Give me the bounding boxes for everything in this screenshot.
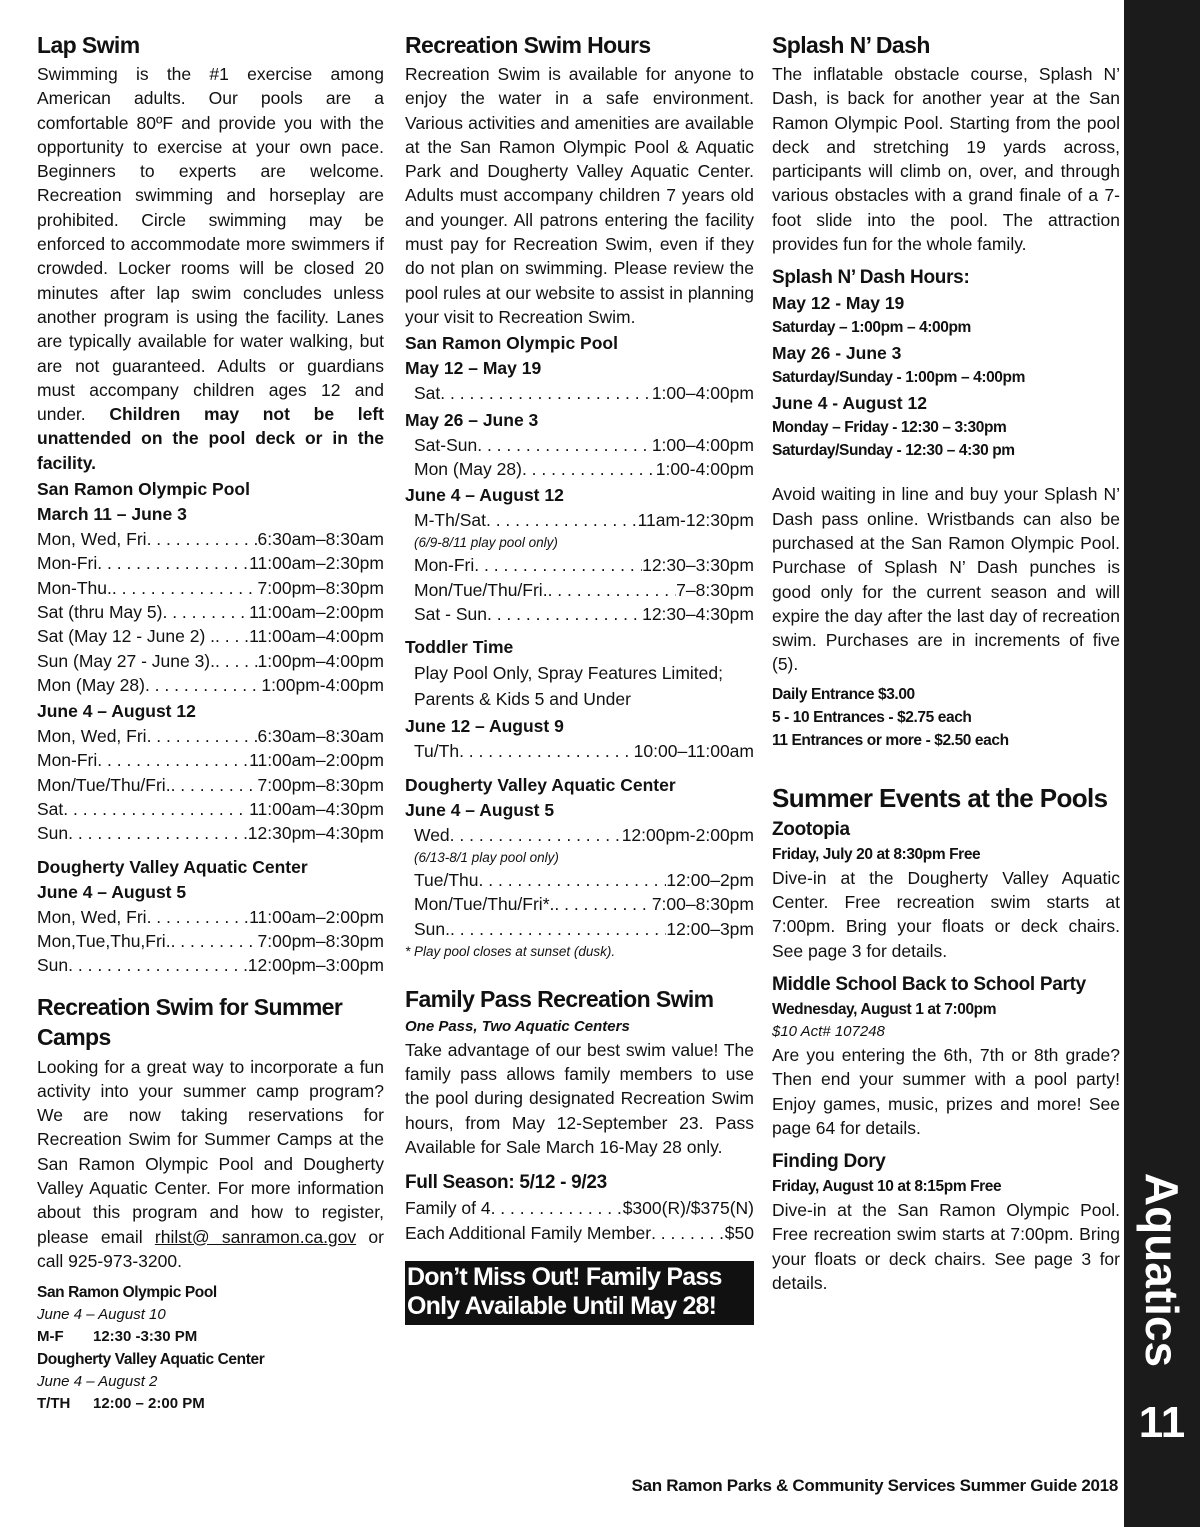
schedule-row	[405, 578, 754, 602]
rec-swim-schedule-3b	[405, 553, 754, 626]
leader-dots	[97, 748, 249, 772]
splash-period-2: May 26 - June 3	[772, 343, 902, 364]
schedule-row	[405, 381, 754, 405]
schedule-value: 1:00-4:00pm	[655, 458, 754, 479]
schedule-label: Sat-Sun	[414, 434, 478, 455]
page-footer: San Ramon Parks & Community Services Summer Guide 2018	[631, 1476, 1118, 1495]
toddler-time-line-1: Play Pool Only, Spray Features Limited;	[414, 663, 723, 684]
leader-dots	[147, 905, 250, 929]
schedule-row	[405, 602, 754, 626]
toddler-time-line-2: Parents & Kids 5 and Under	[414, 689, 631, 710]
schedule-label: Sun	[37, 823, 69, 844]
leader-dots	[63, 797, 249, 821]
family-pass-banner: Don’t Miss Out! Family Pass Only Available Until May 28!	[405, 1261, 754, 1325]
lap-swim-period-1: March 11 – June 3	[37, 504, 187, 525]
schedule-label: Mon, Wed, Fri	[37, 906, 147, 927]
leader-dots	[147, 527, 258, 551]
splash-hours-3a: Monday – Friday - 12:30 – 3:30pm	[772, 419, 1007, 437]
schedule-value: 11am-12:30pm	[637, 510, 754, 531]
leader-dots	[450, 823, 622, 847]
splash-hours-3b: Saturday/Sunday - 12:30 – 4:30 pm	[772, 442, 1015, 460]
splash-period-3: June 4 - August 12	[772, 393, 927, 414]
camps-location-1-hours: M-F 12:30 -3:30 PM	[37, 1328, 198, 1346]
schedule-value: 7:00pm–8:30pm	[257, 774, 384, 795]
camps-location-2-hours: T/TH 12:00 – 2:00 PM	[37, 1395, 205, 1413]
schedule-label: Sat (May 12 - June 2) .	[37, 626, 215, 647]
schedule-label: Sat (thru May 5)	[37, 601, 163, 622]
schedule-row	[37, 551, 384, 575]
leader-dots	[171, 929, 258, 953]
lap-swim-period-3: June 4 – August 5	[37, 881, 187, 902]
leader-dots	[651, 1221, 725, 1245]
splash-period-1: May 12 - May 19	[772, 293, 905, 314]
schedule-label: Mon,Tue,Thu,Fri.	[37, 930, 171, 951]
schedule-value: 12:00pm–3:00pm	[247, 955, 384, 976]
leader-dots	[459, 739, 634, 763]
rec-swim-period-3: June 4 – August 12	[405, 485, 564, 506]
leader-dots	[474, 553, 642, 577]
schedule-row	[37, 600, 384, 624]
event-2-title: Middle School Back to School Party	[772, 973, 1086, 995]
toddler-time-title: Toddler Time	[405, 637, 514, 658]
column-left	[37, 32, 384, 1415]
schedule-label: Family of 4	[405, 1198, 491, 1219]
lap-swim-schedule-1	[37, 527, 384, 697]
splash-title: Splash N’ Dash	[772, 32, 930, 58]
leader-dots	[479, 868, 667, 892]
lap-swim-location-2: Dougherty Valley Aquatic Center	[37, 856, 308, 877]
schedule-row	[37, 527, 384, 551]
schedule-label: Mon, Wed, Fri	[37, 726, 147, 747]
rec-swim-period-5: June 4 – August 5	[405, 799, 555, 820]
lap-swim-body: Swimming is the #1 exercise among American adults. Our pools are a comfortable 80ºF and provide you with the opportunity to exercise at your own pace. Beginners to experts are welcome. Recreation swimming and horseplay are prohibited. Circle swimming may be enforced to accommodate more swimmers if crowded. Locker rooms will be closed 20 minutes after lap swim concludes unless another program is using the facility. Lanes are typically available for water walking, but are not guaranteed. Adults or guardians must accompany children ages 12 and under. Children may not be left unattended on the pool deck or in the facility.	[37, 64, 384, 473]
schedule-row	[405, 739, 754, 763]
rec-swim-schedule-4	[405, 739, 754, 763]
schedule-row	[37, 649, 384, 673]
splash-hours-title: Splash N’ Dash Hours:	[772, 267, 970, 289]
leader-dots	[68, 953, 248, 977]
family-pass-prices	[405, 1196, 754, 1245]
leader-dots	[215, 649, 258, 673]
schedule-row	[37, 821, 384, 845]
schedule-row	[405, 508, 754, 532]
leader-dots	[162, 600, 249, 624]
schedule-row	[37, 953, 384, 977]
schedule-label: Sat	[414, 383, 441, 404]
event-3-body: Dive-in at the San Ramon Olympic Pool. Free recreation swim starts at 7:00pm. Bring your floats or deck chairs. See page 3 for details.	[772, 1200, 1120, 1294]
event-2-fee: $10 Act# 107248	[772, 1022, 885, 1040]
schedule-row	[405, 457, 754, 481]
lap-swim-period-2: June 4 – August 12	[37, 701, 196, 722]
camps-location-1: San Ramon Olympic Pool	[37, 1284, 217, 1302]
family-pass-season: Full Season: 5/12 - 9/23	[405, 1172, 607, 1194]
schedule-label: Mon/Tue/Thu/Fri.	[37, 774, 171, 795]
rec-swim-schedule-3a	[405, 508, 754, 532]
schedule-label: Sun.	[414, 918, 450, 939]
splash-body-2: Avoid waiting in line and buy your Splash N’ Dash pass online. Wristbands can also be purchased at the San Ramon Olympic Pool. Purchase of Splash N’ Dash punches is good only for the current season and will expire the day after the last day of recreation swim. Purchases are in increments of five (5).	[772, 484, 1120, 675]
schedule-value: 1:00pm–4:00pm	[257, 650, 384, 671]
schedule-value: 12:00–2pm	[666, 869, 754, 890]
family-pass-body: Take advantage of our best swim value! The family pass allows family members to use the pool during designated Recreation Swim hours, from May 12-September 23. Pass Available for Sale March 16-May 28 only.	[405, 1039, 754, 1158]
family-pass-subtitle: One Pass, Two Aquatic Centers	[405, 1017, 630, 1035]
schedule-value: 7:00pm–8:30pm	[257, 577, 384, 598]
column-right	[772, 32, 1120, 1295]
schedule-value: 11:00am–2:30pm	[249, 553, 384, 574]
splash-hours-2: Saturday/Sunday - 1:00pm – 4:00pm	[772, 369, 1025, 387]
schedule-value: 12:30–3:30pm	[642, 555, 754, 576]
camps-email-link[interactable]: rhilst@ sanramon.ca.gov	[154, 1226, 357, 1247]
camps-body: Looking for a great way to incorporate a fun activity into your summer camp program? We are now taking reservations for Recreation Swim for Summer Camps at the San Ramon Olympic Pool and Dougherty Valley Aquatic Center. For more information about this program and how to register, please email rhilst@ sanramon.ca.gov or call 925-973-3200.	[37, 1056, 384, 1271]
schedule-row	[405, 1221, 754, 1245]
schedule-label: Mon-Fri	[37, 750, 98, 771]
leader-dots	[112, 576, 258, 600]
leader-dots	[554, 892, 651, 916]
leader-dots	[147, 724, 258, 748]
lap-swim-schedule-3	[37, 905, 384, 978]
splash-price-1: Daily Entrance $3.00	[772, 685, 915, 703]
schedule-value: 12:30–4:30pm	[642, 604, 754, 625]
leader-dots	[440, 381, 652, 405]
rec-swim-schedule-2	[405, 433, 754, 482]
rec-swim-schedule-5a	[405, 823, 754, 847]
schedule-value: 10:00–11:00am	[633, 741, 754, 762]
leader-dots	[145, 673, 261, 697]
family-pass-title: Family Pass Recreation Swim	[405, 985, 714, 1012]
schedule-value: 1:00–4:00pm	[651, 383, 754, 404]
schedule-label: Mon-Fri	[37, 553, 98, 574]
rec-swim-title: Recreation Swim Hours	[405, 32, 651, 58]
schedule-row	[405, 553, 754, 577]
leader-dots	[215, 624, 249, 648]
schedule-value: 11:00am–2:00pm	[249, 906, 384, 927]
schedule-row	[405, 868, 754, 892]
events-title: Summer Events at the Pools	[772, 782, 1108, 813]
schedule-value: 1:00–4:00pm	[651, 434, 754, 455]
lap-swim-title: Lap Swim	[37, 32, 140, 58]
schedule-value: 11:00am–4:30pm	[249, 799, 384, 820]
schedule-label: Sun	[37, 955, 69, 976]
schedule-value: 1:00pm-4:00pm	[261, 674, 384, 695]
schedule-label: Each Additional Family Member	[405, 1222, 652, 1243]
schedule-value: 7:00pm–8:30pm	[257, 930, 384, 951]
camps-location-1-dates: June 4 – August 10	[37, 1306, 166, 1324]
camps-location-2: Dougherty Valley Aquatic Center	[37, 1351, 265, 1369]
schedule-row	[405, 917, 754, 941]
event-2-body: Are you entering the 6th, 7th or 8th grade? Then end your summer with a pool party! Enjoy games, music, prizes and more! See page 64 for details.	[772, 1044, 1120, 1138]
leader-dots	[522, 457, 656, 481]
schedule-value: 12:00–3pm	[666, 918, 754, 939]
schedule-value: 7–8:30pm	[676, 579, 754, 600]
schedule-label: Mon (May 28)	[414, 458, 522, 479]
leader-dots	[68, 821, 248, 845]
schedule-value: 12:30pm–4:30pm	[247, 823, 384, 844]
schedule-row	[37, 797, 384, 821]
schedule-row	[37, 748, 384, 772]
event-1-body: Dive-in at the Dougherty Valley Aquatic Center. Free recreation swim starts at 7:00pm. Bring your floats or deck chairs. See page 3 for details.	[772, 867, 1120, 961]
schedule-label: Sun (May 27 - June 3).	[37, 650, 215, 671]
leader-dots	[491, 1196, 623, 1220]
leader-dots	[548, 578, 677, 602]
schedule-value: 7:00–8:30pm	[651, 894, 754, 915]
schedule-label: Mon/Tue/Thu/Fri.	[414, 579, 548, 600]
schedule-row	[405, 892, 754, 916]
splash-price-3: 11 Entrances or more - $2.50 each	[772, 731, 1009, 749]
camps-location-2-dates: June 4 – August 2	[37, 1373, 158, 1391]
schedule-row	[37, 673, 384, 697]
schedule-row	[37, 929, 384, 953]
splash-price-2: 5 - 10 Entrances - $2.75 each	[772, 708, 972, 726]
schedule-label: Sat	[37, 799, 64, 820]
schedule-label: Wed	[414, 824, 450, 845]
schedule-value: 11:00am–4:00pm	[249, 626, 384, 647]
page-number: 11	[1138, 1398, 1186, 1447]
rec-swim-period-2: May 26 – June 3	[405, 409, 539, 430]
schedule-row	[37, 576, 384, 600]
rec-swim-period-4: June 12 – August 9	[405, 716, 564, 737]
event-3-title: Finding Dory	[772, 1151, 886, 1173]
column-middle	[405, 32, 754, 1325]
section-title: Aquatics	[1136, 1172, 1188, 1368]
schedule-row	[37, 905, 384, 929]
splash-body: The inflatable obstacle course, Splash N’ Dash, is back for another year at the San Ramon Olympic Pool. Starting from the pool deck and stretching 19 yards across, participants will climb on, over, and through various obstacles with a grand finale of a 7-foot slide into the pool. The attraction provides fun for the whole family.	[772, 64, 1120, 255]
rec-swim-location-2: Dougherty Valley Aquatic Center	[405, 774, 676, 795]
rec-swim-footnote: * Play pool closes at sunset (dusk).	[405, 943, 616, 959]
leader-dots	[171, 773, 258, 797]
schedule-value: 11:00am–2:00pm	[249, 601, 384, 622]
schedule-label: Mon-Thu.	[37, 577, 112, 598]
schedule-label: Tue/Thu	[414, 869, 479, 890]
event-1-when: Friday, July 20 at 8:30pm Free	[772, 845, 981, 863]
schedule-row	[405, 823, 754, 847]
schedule-label: Mon (May 28)	[37, 674, 145, 695]
schedule-label: Mon/Tue/Thu/Fri*.	[414, 894, 555, 915]
schedule-row	[405, 1196, 754, 1220]
lap-swim-schedule-2	[37, 724, 384, 845]
schedule-row	[405, 433, 754, 457]
rec-swim-schedule-1	[405, 381, 754, 405]
schedule-row	[37, 773, 384, 797]
rec-swim-note-1: (6/9-8/11 play pool only)	[414, 535, 558, 551]
schedule-value: 11:00am–2:00pm	[249, 750, 384, 771]
leader-dots	[97, 551, 249, 575]
event-1-title: Zootopia	[772, 818, 850, 840]
schedule-value: 6:30am–8:30am	[257, 726, 384, 747]
schedule-value: 6:30am–8:30am	[257, 529, 384, 550]
event-3-when: Friday, August 10 at 8:15pm Free	[772, 1178, 1002, 1196]
schedule-row	[37, 624, 384, 648]
leader-dots	[487, 602, 642, 626]
lap-swim-location-1: San Ramon Olympic Pool	[37, 479, 250, 500]
rec-swim-schedule-5b	[405, 868, 754, 941]
event-2-when: Wednesday, August 1 at 7:00pm	[772, 1000, 997, 1018]
schedule-value: $300(R)/$375(N)	[622, 1198, 754, 1219]
rec-swim-note-2: (6/13-8/1 play pool only)	[414, 849, 559, 865]
schedule-label: Mon, Wed, Fri	[37, 529, 147, 550]
rec-swim-period-1: May 12 – May 19	[405, 358, 542, 379]
schedule-value: $50	[724, 1222, 754, 1243]
schedule-label: M-Th/Sat	[414, 510, 486, 531]
schedule-value: 12:00pm-2:00pm	[621, 824, 754, 845]
leader-dots	[486, 508, 638, 532]
schedule-label: Tu/Th	[414, 741, 460, 762]
camps-title: Recreation Swim for Summer Camps	[37, 993, 343, 1050]
schedule-row	[37, 724, 384, 748]
schedule-label: Mon-Fri	[414, 555, 475, 576]
schedule-label: Sat - Sun	[414, 604, 487, 625]
rec-swim-body: Recreation Swim is available for anyone to enjoy the water in a safe environment. Various activities and amenities are available at the San Ramon Olympic Pool & Aquatic Park and Dougherty Valley Aquatic Center. Adults must accompany children 7 years old and younger. All patrons entering the facility must pay for Recreation Swim, even if they do not plan on swimming. Please review the pool rules at our website to assist in planning your visit to Recreation Swim.	[405, 64, 754, 327]
leader-dots	[450, 917, 666, 941]
rec-swim-location-1: San Ramon Olympic Pool	[405, 333, 618, 354]
splash-hours-1: Saturday – 1:00pm – 4:00pm	[772, 319, 971, 337]
leader-dots	[477, 433, 652, 457]
